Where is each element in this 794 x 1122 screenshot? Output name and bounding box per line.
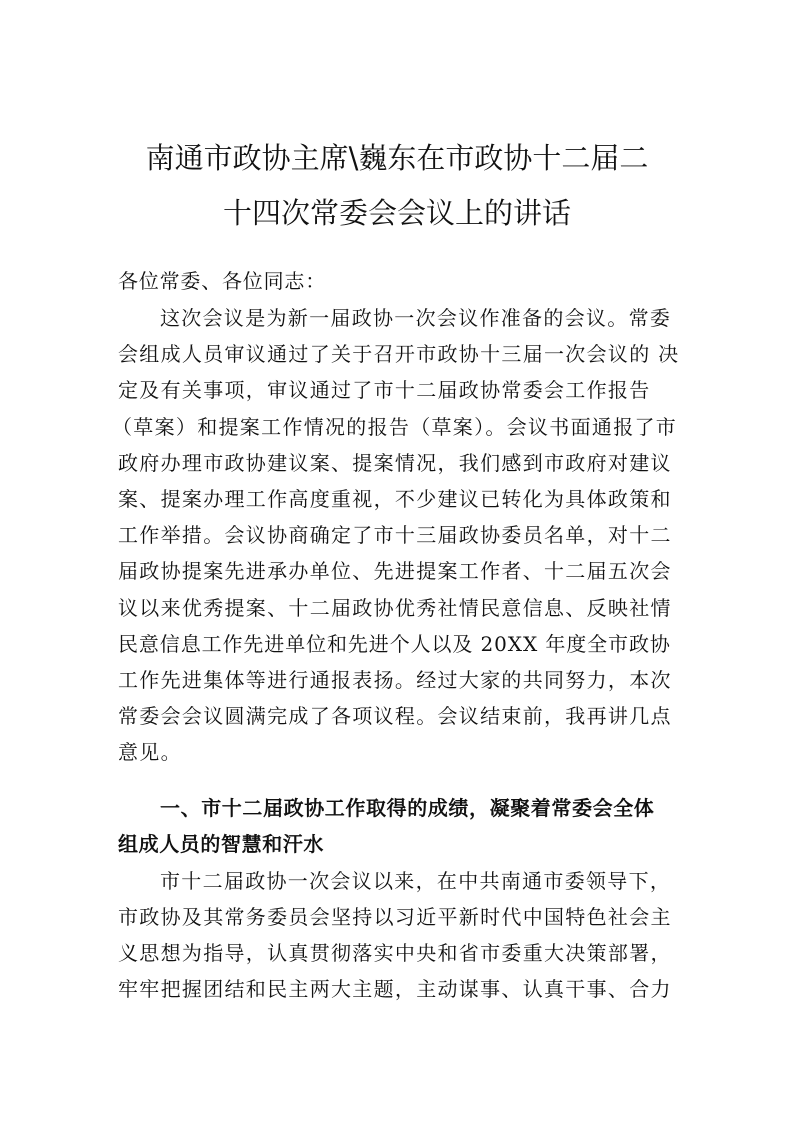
paragraph-line: 义思想为指导，认真贯彻落实中央和省市委重大决策部署， [118,941,672,965]
document-title-line-2: 十四次常委会会议上的讲话 [222,196,571,230]
heading-line: 组成人员的智慧和汗水 [118,832,324,856]
paragraph-line: 常委会会议圆满完成了各项议程。会议结束前，我再讲几点 [118,704,672,728]
paragraph-line: 牢牢把握团结和民主两大主题，主动谋事、认真干事、合力 [118,977,672,1001]
document-title-line-1: 南通市政协主席\巍东在市政协十二届二 [145,141,649,175]
paragraph-line: 定及有关事项，审议通过了市十二届政协常委会工作报告 [118,378,651,402]
paragraph-line: 案、提案办理工作高度重视，不少建议已转化为具体政策和 [118,487,672,511]
paragraph-line: 议以来优秀提案、十二届政协优秀社情民意信息、反映社情 [118,596,672,620]
paragraph-line: 政府办理市政协建议案、提案情况，我们感到市政府对建议 [118,451,672,475]
paragraph-line: 会组成人员审议通过了关于召开市政协十三届一次会议的 决 [118,342,680,366]
salutation: 各位常委、各位同志： [118,269,326,293]
paragraph-line: （草案）和提案工作情况的报告（草案）。会议书面通报了市 [112,415,678,439]
heading-line: 一、市十二届政协工作取得的成绩，凝聚着常委会全体 [160,796,655,820]
paragraph-line: 市政协及其常务委员会坚持以习近平新时代中国特色社会主 [118,905,672,929]
paragraph-line: 民意信息工作先进单位和先进个人以及 20XX 年度全市政协 [118,632,671,656]
paragraph-line: 届政协提案先进承办单位、先进提案工作者、十二届五次会 [118,559,672,583]
paragraph-line: 市十二届政协一次会议以来，在中共南通市委领导下， [160,869,672,893]
paragraph-line: 工作举措。会议协商确定了市十三届政协委员名单，对十二 [118,523,672,547]
paragraph-line: 工作先进集体等进行通报表扬。经过大家的共同努力，本次 [118,668,672,692]
paragraph-line: 意见。 [118,740,182,764]
paragraph-line: 这次会议是为新一届政协一次会议作准备的会议。常委 [160,306,672,330]
